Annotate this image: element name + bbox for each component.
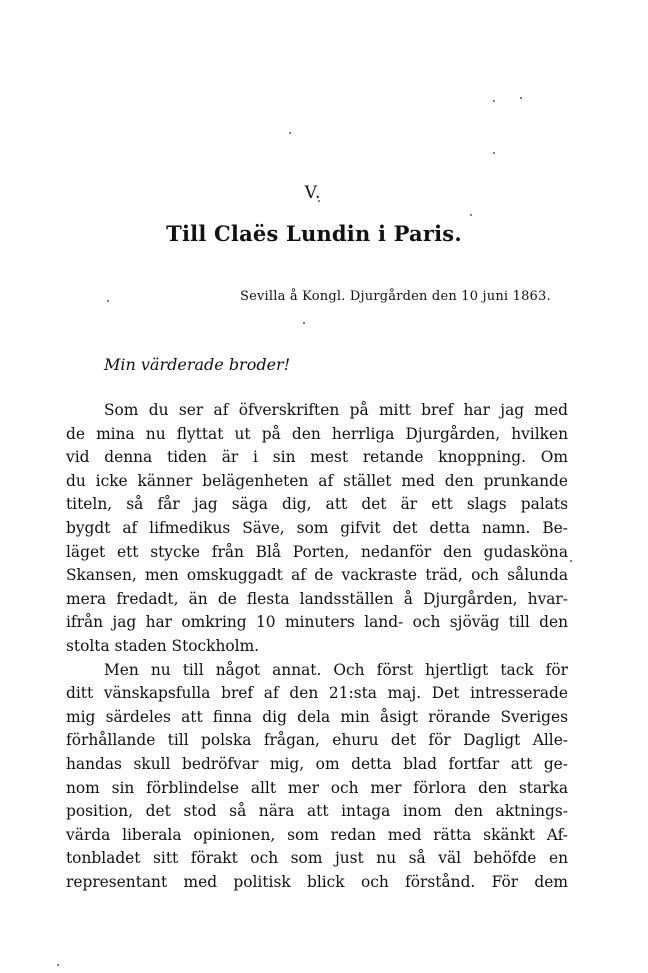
body-line: läget ett stycke från Blå Porten, nedanför den gudasköna [66, 542, 568, 561]
body-line: ditt vänskapsfulla bref af den 21:sta maj. Det intresserade [66, 684, 568, 703]
chapter-number: V. [304, 183, 322, 203]
letter-dateline: Sevilla å Kongl. Djurgården den 10 juni 1863. [240, 289, 551, 304]
chapter-title: Till Claës Lundin i Paris. [166, 221, 462, 246]
body-line: värda liberala opinionen, som redan med rätta skänkt Af- [66, 825, 568, 844]
body-line: nom sin förblindelse allt mer och mer förlora den starka [66, 778, 568, 797]
body-line: representant med politisk blick och förstånd. För dem [66, 872, 568, 891]
body-line: position, det stod så nära att intaga inom den aktnings- [66, 802, 568, 821]
body-line: tonbladet sitt förakt och som just nu så väl behöfde en [66, 849, 568, 868]
body-line: bygdt af lifmedikus Säve, som gifvit det detta namn. Be- [66, 518, 568, 537]
body-line: Som du ser af öfverskriften på mitt bref har jag med [104, 401, 568, 419]
body-line: stolta staden Stockholm. [66, 636, 260, 655]
letter-body [66, 399, 568, 894]
body-line: handas skull bedröfvar mig, om detta blad fortfar att ge- [66, 754, 568, 773]
letter-salutation: Min värderade broder! [104, 355, 291, 374]
body-line: du icke känner belägenheten af stället med den prunkande [66, 471, 568, 490]
body-line: förhållande till polska frågan, ehuru det för Dagligt Alle- [66, 731, 568, 750]
body-line: titeln, så får jag säga dig, att det är ett slags palats [66, 495, 568, 514]
body-line: Men nu till något annat. Och först hjertligt tack för [104, 660, 568, 679]
body-line: ifrån jag har omkring 10 minuters land- och sjöväg till den [66, 613, 568, 632]
body-line: mera fredadt, än de flesta landsställen å Djurgården, hvar- [66, 589, 568, 608]
body-line: vid denna tiden är i sin mest retande knoppning. Om [66, 448, 568, 467]
body-line: Skansen, men omskuggadt af de vackraste träd, och sålunda [66, 566, 568, 585]
body-line: mig särdeles att finna dig dela min åsigt rörande Sveriges [66, 707, 568, 726]
body-line: de mina nu flyttat ut på den herrliga Djurgården, hvilken [66, 424, 568, 443]
